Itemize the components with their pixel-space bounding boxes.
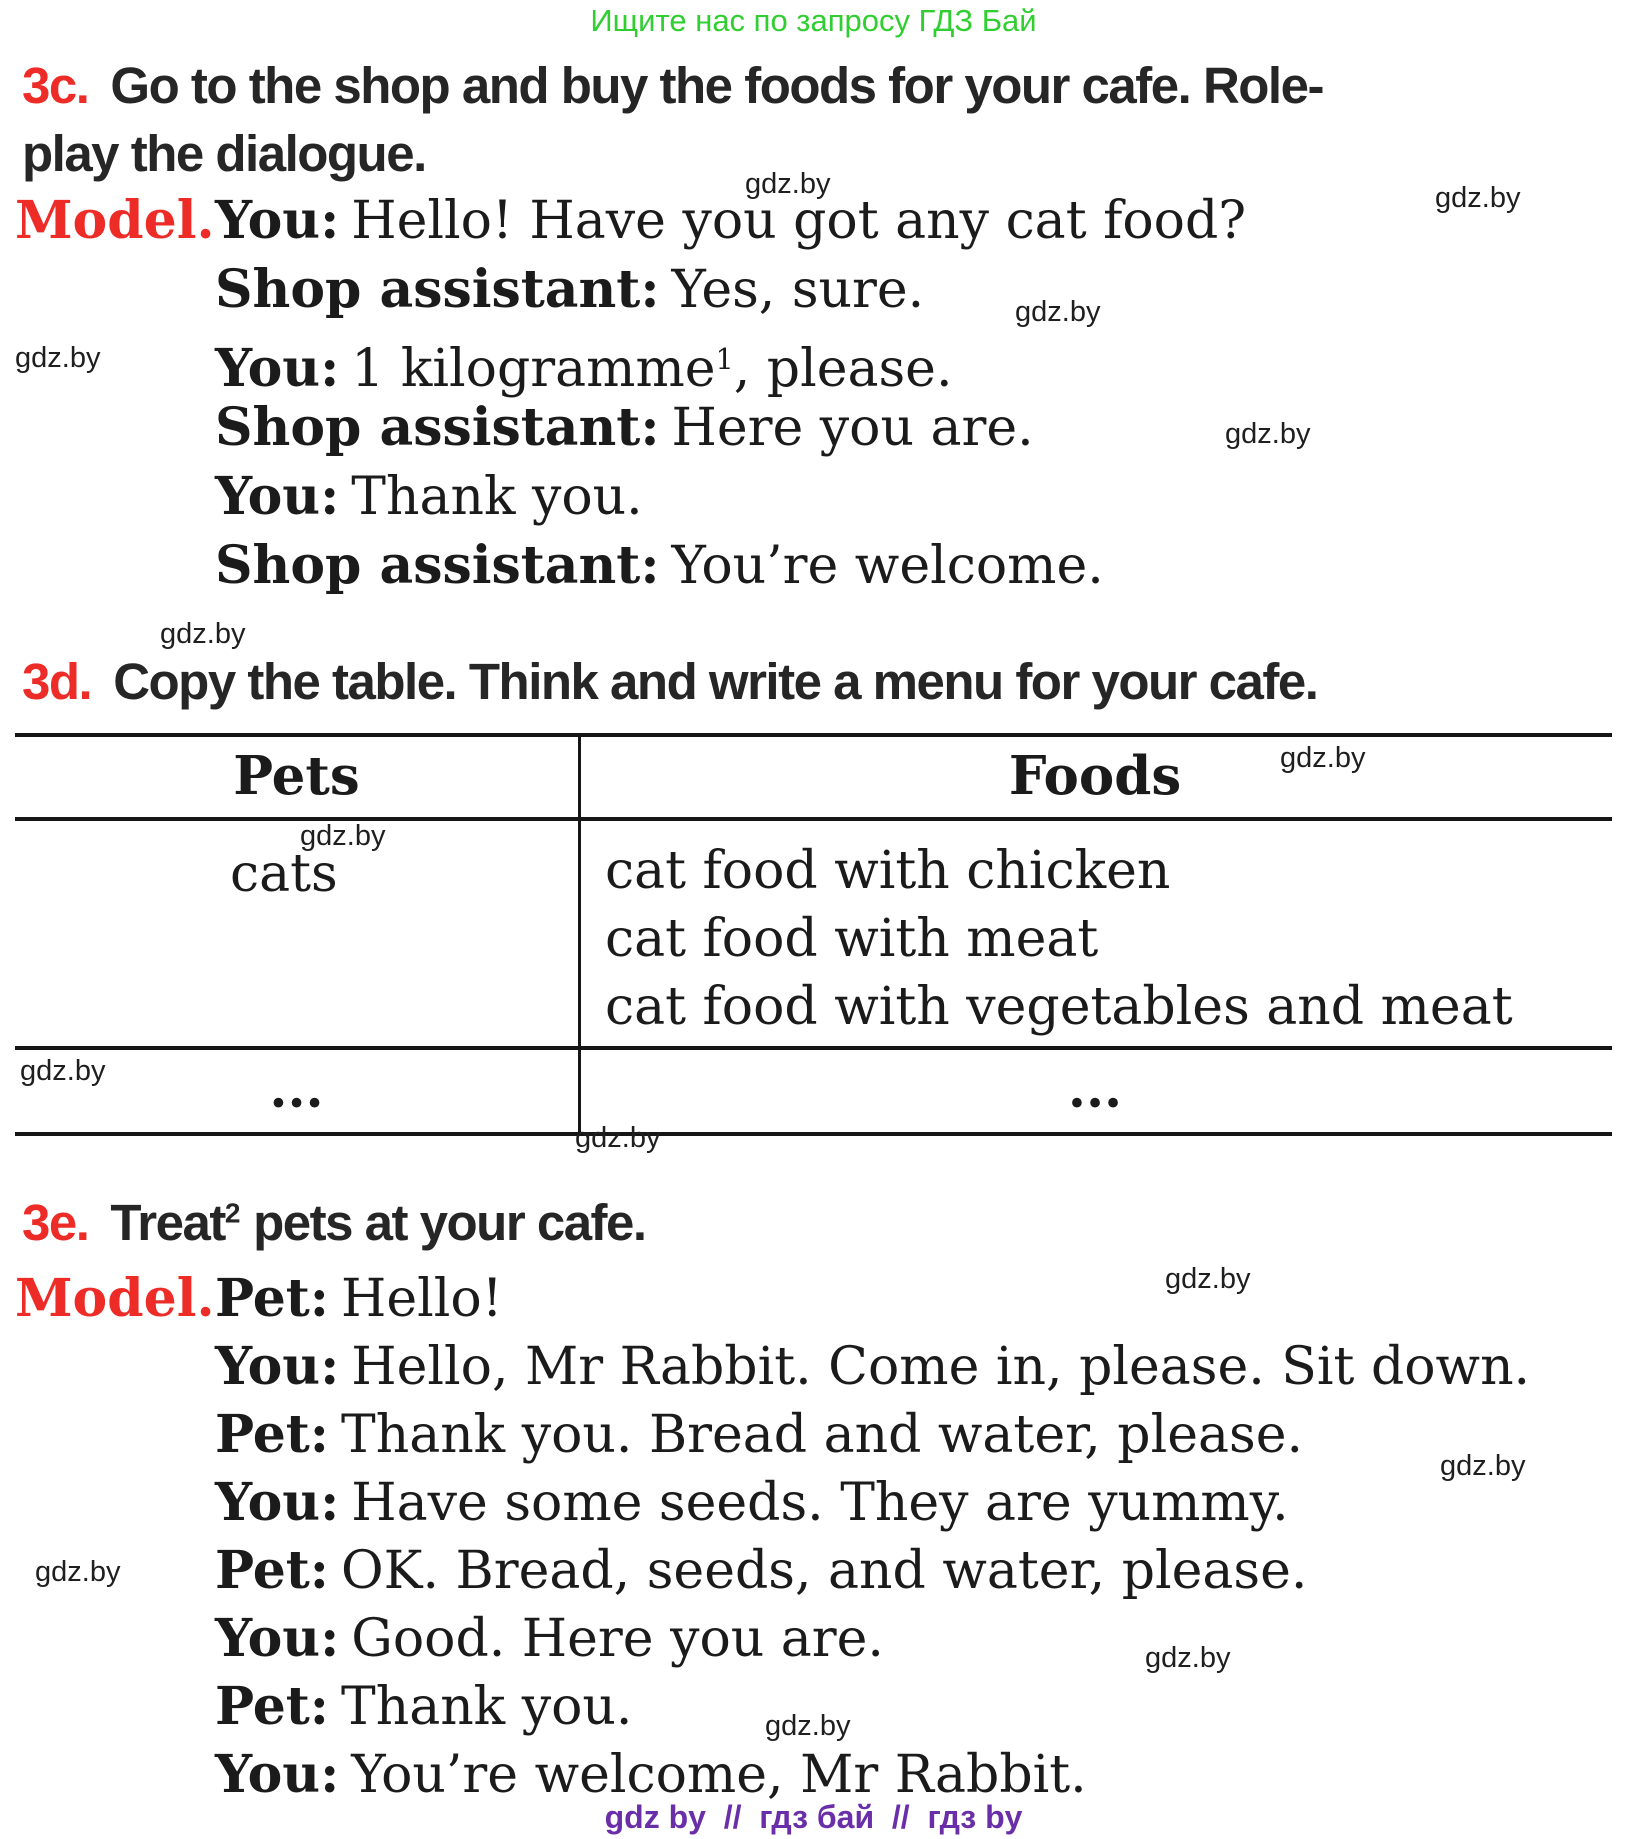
watermark: gdz.by <box>575 1122 661 1154</box>
table-cell-pet: cats <box>230 844 338 904</box>
dialogue-text: You’re welcome, Mr Rabbit. <box>351 1745 1087 1805</box>
footnote-marker: 1 <box>715 342 734 376</box>
section-3c-heading <box>22 52 1617 120</box>
food-item: cat food with vegetables and meat <box>605 977 1513 1037</box>
watermark: gdz.by <box>765 1710 851 1742</box>
dialogue-line <box>215 1608 884 1670</box>
dialogue-line <box>215 190 1246 252</box>
speaker-label: Shop assistant: <box>215 535 660 596</box>
section-3d-heading <box>22 648 1617 716</box>
table-header-foods: Foods <box>1008 745 1182 807</box>
speaker-label: Shop assistant: <box>215 397 660 458</box>
section-3e-number: 3e. <box>22 1194 89 1252</box>
dialogue-text: Hello! Have you got any cat food? <box>351 191 1247 251</box>
food-item: cat food with chicken <box>605 841 1171 901</box>
table-header-divider <box>15 817 1612 821</box>
dialogue-line <box>215 328 952 400</box>
section-3c-title-line1: Go to the shop and buy the foods for your cafe. Role- <box>110 57 1323 114</box>
bottom-footer: gdz by // гдз бай // гдз by <box>604 1799 1023 1835</box>
dialogue-line <box>215 1744 1087 1806</box>
dialogue-text: Thank you. Bread and water, please. <box>341 1405 1303 1465</box>
top-banner: Ищите нас по запросу ГДЗ Бай <box>590 3 1037 38</box>
table-ellipsis-pets: ... <box>269 1059 324 1120</box>
table-header-pets: Pets <box>233 745 360 807</box>
watermark: gdz.by <box>160 618 246 650</box>
table-ellipsis-foods: ... <box>1067 1059 1123 1120</box>
dialogue-text: 1 kilogramme$^1$, please. <box>351 339 953 400</box>
speaker-label: You: <box>215 1336 340 1397</box>
speaker-label: You: <box>215 466 340 527</box>
dialogue-line <box>215 397 1034 459</box>
model-label-3c: Model. <box>15 190 215 251</box>
watermark: gdz.by <box>745 168 831 200</box>
dialogue-line <box>215 1472 1289 1534</box>
speaker-label: You: <box>215 190 340 251</box>
dialogue-text: Hello, Mr Rabbit. Come in, please. Sit down. <box>351 1337 1531 1397</box>
watermark: gdz.by <box>1440 1450 1526 1482</box>
speaker-label: Shop assistant: <box>215 259 660 320</box>
dialogue-line <box>215 259 924 321</box>
dialogue-line <box>215 1336 1530 1398</box>
dialogue-line <box>215 535 1104 597</box>
dialogue-text: Have some seeds. They are yummy. <box>351 1473 1289 1533</box>
dialogue-text: Yes, sure. <box>671 260 925 320</box>
watermark: gdz.by <box>1145 1642 1231 1674</box>
table-cell-foods <box>605 837 1513 1041</box>
watermark: gdz.by <box>1015 296 1101 328</box>
section-3d-number: 3d. <box>22 653 92 710</box>
dialogue-line <box>215 1268 503 1330</box>
watermark: gdz.by <box>300 820 386 852</box>
dialogue-text: Thank you. <box>341 1677 633 1737</box>
speaker-label: You: <box>215 1744 340 1805</box>
dialogue-text: Here you are. <box>671 398 1034 458</box>
speaker-label: You: <box>215 1472 340 1533</box>
dialogue-text: You’re welcome. <box>671 536 1104 596</box>
dialogue-text: Good. Here you are. <box>351 1609 884 1669</box>
section-3e-title: Treat$^2$ pets at your cafe. <box>110 1194 646 1252</box>
speaker-label: You: <box>215 1608 340 1669</box>
section-3c-number: 3c. <box>22 57 89 114</box>
speaker-label: Pet: <box>215 1268 330 1329</box>
dialogue-line <box>215 466 643 528</box>
watermark: gdz.by <box>1280 742 1366 774</box>
dialogue-line <box>215 1676 632 1738</box>
watermark: gdz.by <box>15 342 101 374</box>
dialogue-text: Hello! <box>341 1269 503 1329</box>
speaker-label: Pet: <box>215 1676 330 1737</box>
section-3c-title-line2: play the dialogue. <box>22 125 426 182</box>
watermark: gdz.by <box>35 1556 121 1588</box>
section-3d-title: Copy the table. Think and write a menu for your cafe. <box>113 653 1318 710</box>
food-item: cat food with meat <box>605 909 1099 969</box>
speaker-label: Pet: <box>215 1540 330 1601</box>
dialogue-line <box>215 1404 1303 1466</box>
dialogue-text: OK. Bread, seeds, and water, please. <box>341 1541 1308 1601</box>
watermark: gdz.by <box>1225 418 1311 450</box>
table-row-divider <box>15 1046 1612 1050</box>
speaker-label: Pet: <box>215 1404 330 1465</box>
watermark: gdz.by <box>20 1055 106 1087</box>
footnote-marker: 2 <box>224 1198 241 1229</box>
speaker-label: You: <box>215 338 340 400</box>
watermark: gdz.by <box>1435 182 1521 214</box>
watermark: gdz.by <box>1165 1263 1251 1295</box>
dialogue-line <box>215 1540 1307 1602</box>
menu-table <box>15 733 1612 1136</box>
section-3e-heading <box>22 1180 1617 1257</box>
model-label-3e: Model. <box>15 1268 215 1329</box>
dialogue-text: Thank you. <box>351 467 643 527</box>
